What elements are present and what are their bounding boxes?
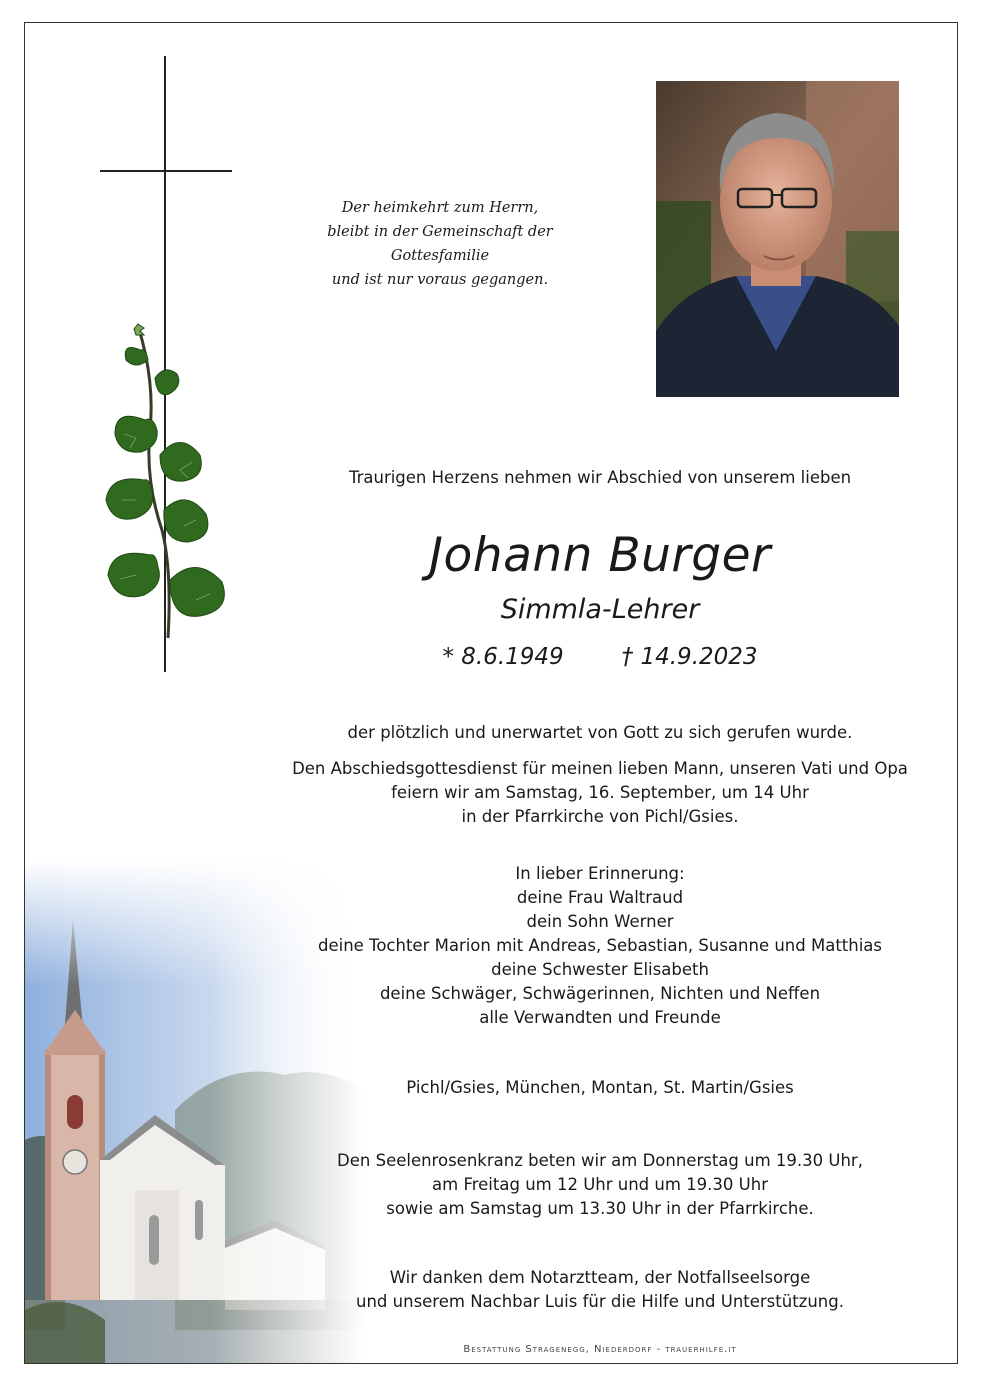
mourners-line: deine Schwäger, Schwägerinnen, Nichten und Neffen (379, 984, 821, 1003)
quote-line: Der heimkehrt zum Herrn, (341, 200, 539, 216)
cross-horizontal-beam (100, 170, 232, 172)
thanks-paragraph (250, 1266, 950, 1314)
mourners-list (250, 862, 950, 1030)
death-notice-text: der plötzlich und unerwartet von Gott zu sich gerufen wurde. (347, 723, 853, 742)
places-text: Pichl/Gsies, München, Montan, St. Martin/Gsies (406, 1078, 794, 1097)
rosary-line: sowie am Samstag um 13.30 Uhr in der Pfarrkirche. (386, 1199, 814, 1218)
mourners-line: dein Sohn Werner (526, 912, 674, 931)
memorial-quote (290, 196, 590, 292)
birth-date: * 8.6.1949 (442, 644, 564, 670)
mourners-line: deine Tochter Marion mit Andreas, Sebastian, Susanne und Matthias (317, 936, 883, 955)
mourners-line: deine Schwester Elisabeth (491, 960, 709, 979)
rosary-line: am Freitag um 12 Uhr und um 19.30 Uhr (432, 1175, 768, 1194)
life-dates (250, 644, 950, 670)
quote-line: und ist nur voraus gegangen. (331, 272, 549, 288)
thanks-line: Wir danken dem Notarztteam, der Notfallseelsorge (389, 1268, 811, 1287)
death-date: † 14.9.2023 (621, 644, 758, 670)
mourners-line: In lieber Erinnerung: (515, 864, 685, 883)
ivy-branch-icon (100, 320, 240, 650)
rosary-paragraph (250, 1149, 950, 1221)
deceased-nickname: Simmla-Lehrer (500, 594, 700, 625)
service-paragraph (250, 757, 950, 829)
quote-line: bleibt in der Gemeinschaft der Gottesfamilie (327, 224, 553, 264)
deceased-name: Johann Burger (429, 528, 771, 583)
service-line: in der Pfarrkirche von Pichl/Gsies. (461, 807, 739, 826)
mourners-line: deine Frau Waltraud (516, 888, 684, 907)
footer-credit: Bestattung Stragenegg, Niederdorf - trauerhilfe.it (463, 1344, 737, 1355)
thanks-line: und unserem Nachbar Luis für die Hilfe und Unterstützung. (356, 1292, 844, 1311)
rosary-line: Den Seelenrosenkranz beten wir am Donnerstag um 19.30 Uhr, (337, 1151, 863, 1170)
service-line: Den Abschiedsgottesdienst für meinen lieben Mann, unseren Vati und Opa (292, 759, 908, 778)
intro-text: Traurigen Herzens nehmen wir Abschied von unserem lieben (348, 468, 852, 487)
service-line: feiern wir am Samstag, 16. September, um 14 Uhr (391, 783, 809, 802)
mourners-line: alle Verwandten und Freunde (479, 1008, 721, 1027)
portrait-photo (656, 81, 899, 397)
